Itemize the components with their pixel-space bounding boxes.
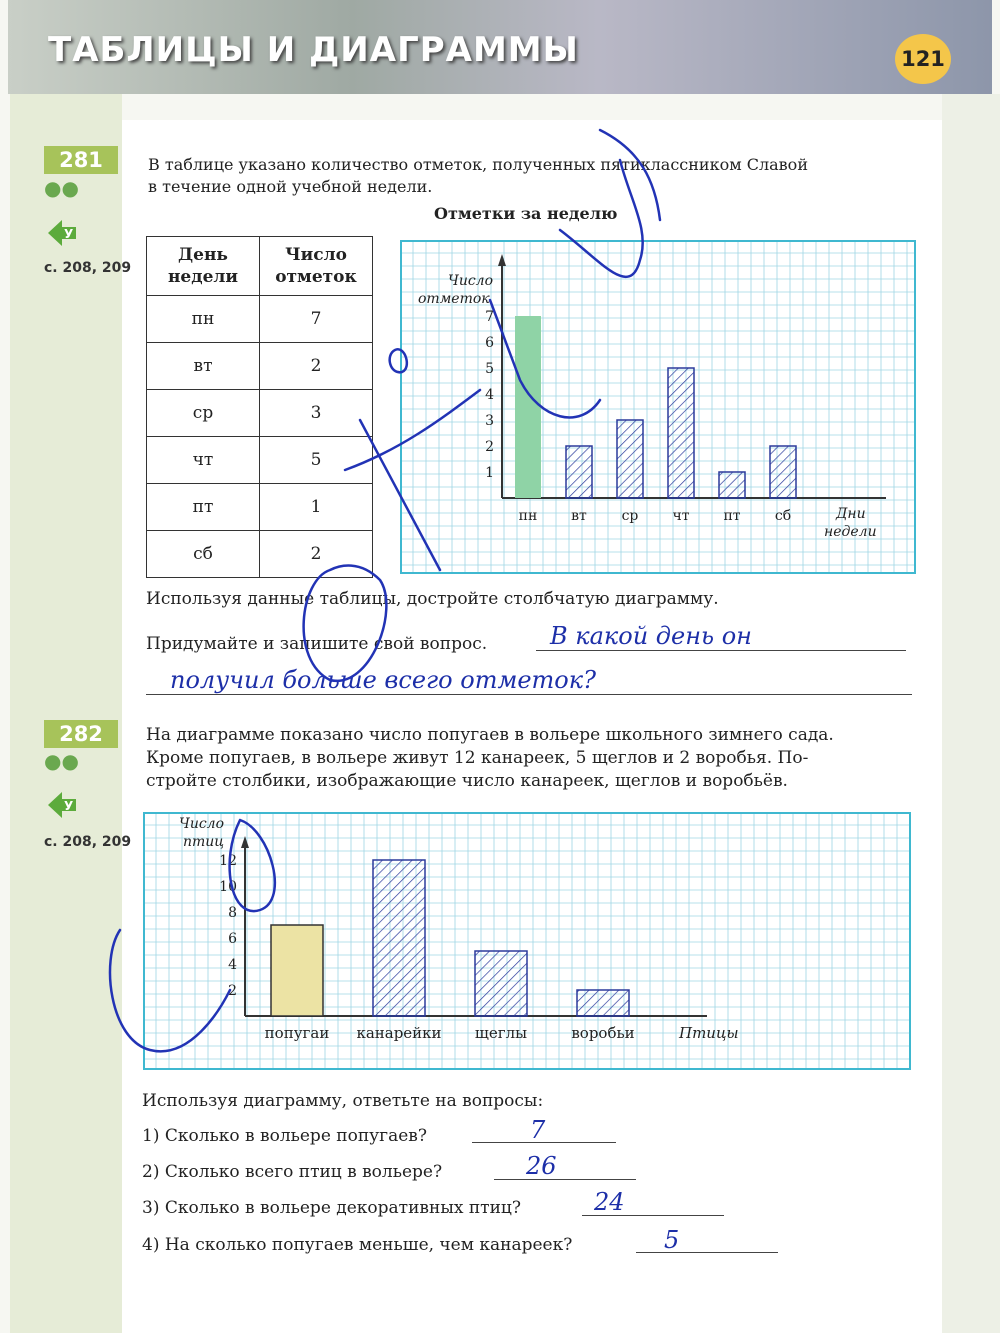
table-cell-count: 1: [260, 484, 373, 531]
table-cell-day: пт: [147, 484, 260, 531]
table-cell-count: 3: [260, 390, 373, 437]
difficulty-dots-icon: ●●: [44, 749, 79, 773]
bar: [770, 446, 796, 498]
y-tick-label: 8: [228, 905, 237, 921]
hint-arrow-icon: [46, 790, 78, 820]
task-text-line: Кроме попугаев, в вольере живут 12 канареек, 5 щеглов и 2 воробья. По-: [146, 748, 809, 768]
question-1: 1) Сколько в вольере попугаев?: [142, 1126, 427, 1146]
page-header: [8, 0, 992, 94]
x-tick-label: воробьи: [571, 1024, 635, 1042]
left-margin-panel: [10, 94, 122, 1333]
chart-title: Отметки за неделю: [434, 204, 618, 223]
bar: [617, 420, 643, 498]
y-axis-label: Число: [179, 816, 225, 832]
task-number-badge: 282: [44, 720, 118, 748]
handwritten-answer: получил больше всего отметок?: [170, 666, 596, 694]
table-cell-count: 2: [260, 343, 373, 390]
y-tick-label: 1: [485, 465, 494, 481]
handwritten-answer: В какой день он: [550, 622, 752, 650]
question-4: 4) На сколько попугаев меньше, чем канареек?: [142, 1235, 573, 1255]
y-tick-label: 5: [485, 361, 494, 377]
table-row: [147, 343, 373, 390]
x-tick-label: ср: [621, 508, 639, 524]
table-row: [147, 437, 373, 484]
table-cell-day: вт: [147, 343, 260, 390]
y-tick-label: 2: [485, 439, 494, 455]
y-tick-label: 3: [485, 413, 494, 429]
x-tick-label: попугаи: [264, 1024, 330, 1042]
task-text-line: В таблице указано количество отметок, полученных пятиклассником Славой: [148, 155, 808, 174]
bar: [719, 472, 745, 498]
handwritten-answer: 5: [664, 1226, 680, 1254]
x-tick-label: пн: [518, 508, 538, 524]
x-tick-label: канарейки: [356, 1024, 442, 1042]
y-tick-label: 7: [485, 309, 494, 325]
right-margin-panel: [942, 94, 1000, 1333]
table-header-day: День недели: [147, 237, 260, 296]
x-axis-label: недели: [824, 524, 877, 540]
task-text-line: в течение одной учебной недели.: [148, 177, 433, 196]
y-tick-label: 4: [228, 957, 237, 973]
handwritten-answer: 26: [526, 1152, 557, 1180]
section-title: ТАБЛИЦЫ И ДИАГРАММЫ: [48, 30, 579, 70]
y-tick-label: 6: [485, 335, 494, 351]
y-axis-label: птиц: [183, 834, 225, 850]
page-reference: с. 208, 209: [44, 834, 132, 850]
page-number: 121: [895, 34, 951, 84]
bar: [515, 316, 541, 498]
bar: [577, 990, 629, 1016]
table-header-count: Число отметок: [260, 237, 373, 296]
instruction-text: Используя диаграмму, ответьте на вопросы:: [142, 1091, 544, 1111]
question-2: 2) Сколько всего птиц в вольере?: [142, 1162, 443, 1182]
answer-line: [636, 1230, 778, 1253]
table-row: [147, 296, 373, 343]
y-tick-label: 2: [228, 983, 237, 999]
table-cell-count: 2: [260, 531, 373, 578]
task-text-line: На диаграмме показано число попугаев в вольере школьного зимнего сада.: [146, 725, 834, 745]
table-row: [147, 484, 373, 531]
y-axis-label: отметок: [418, 291, 490, 307]
table-cell-day: чт: [147, 437, 260, 484]
table-cell-day: ср: [147, 390, 260, 437]
question-prompt: Придумайте и запишите свой вопрос.: [146, 634, 488, 654]
task-text-line: стройте столбики, изображающие число канареек, щеглов и воробьёв.: [146, 771, 788, 791]
task-number-badge: 281: [44, 146, 118, 174]
x-tick-label: вт: [571, 508, 587, 524]
bar: [373, 860, 425, 1016]
table-row: [147, 390, 373, 437]
y-tick-label: 10: [219, 879, 237, 895]
answer-line: [494, 1157, 636, 1180]
marks-table: [146, 236, 373, 578]
instruction-text: Используя данные таблицы, достройте столбчатую диаграмму.: [146, 589, 719, 609]
table-cell-day: пн: [147, 296, 260, 343]
svg-text:У: У: [64, 799, 74, 813]
table-cell-count: 7: [260, 296, 373, 343]
table-cell-day: сб: [147, 531, 260, 578]
difficulty-dots-icon: ●●: [44, 176, 79, 200]
y-axis-arrow-icon: [498, 254, 506, 266]
x-axis-label: Дни: [836, 506, 866, 522]
bar: [475, 951, 527, 1016]
hint-arrow-icon: [46, 218, 78, 248]
x-tick-label: чт: [672, 508, 690, 524]
birds-bar-chart: [143, 812, 911, 1070]
y-tick-label: 12: [219, 853, 237, 869]
handwritten-answer: 24: [594, 1188, 625, 1216]
x-axis-label: Птицы: [679, 1024, 739, 1042]
table-cell-count: 5: [260, 437, 373, 484]
y-axis-label: Число: [448, 273, 494, 289]
table-row: [147, 531, 373, 578]
x-tick-label: щеглы: [474, 1024, 528, 1042]
y-tick-label: 4: [485, 387, 494, 403]
table-header-row: [147, 237, 373, 296]
bar: [566, 446, 592, 498]
bar: [271, 925, 323, 1016]
x-tick-label: пт: [723, 508, 741, 524]
marks-bar-chart: [400, 240, 916, 574]
svg-text:У: У: [64, 227, 74, 241]
bar: [668, 368, 694, 498]
question-3: 3) Сколько в вольере декоративных птиц?: [142, 1198, 521, 1218]
x-tick-label: сб: [774, 508, 792, 524]
y-tick-label: 6: [228, 931, 237, 947]
page-reference: с. 208, 209: [44, 260, 132, 276]
handwritten-answer: 7: [530, 1116, 546, 1144]
